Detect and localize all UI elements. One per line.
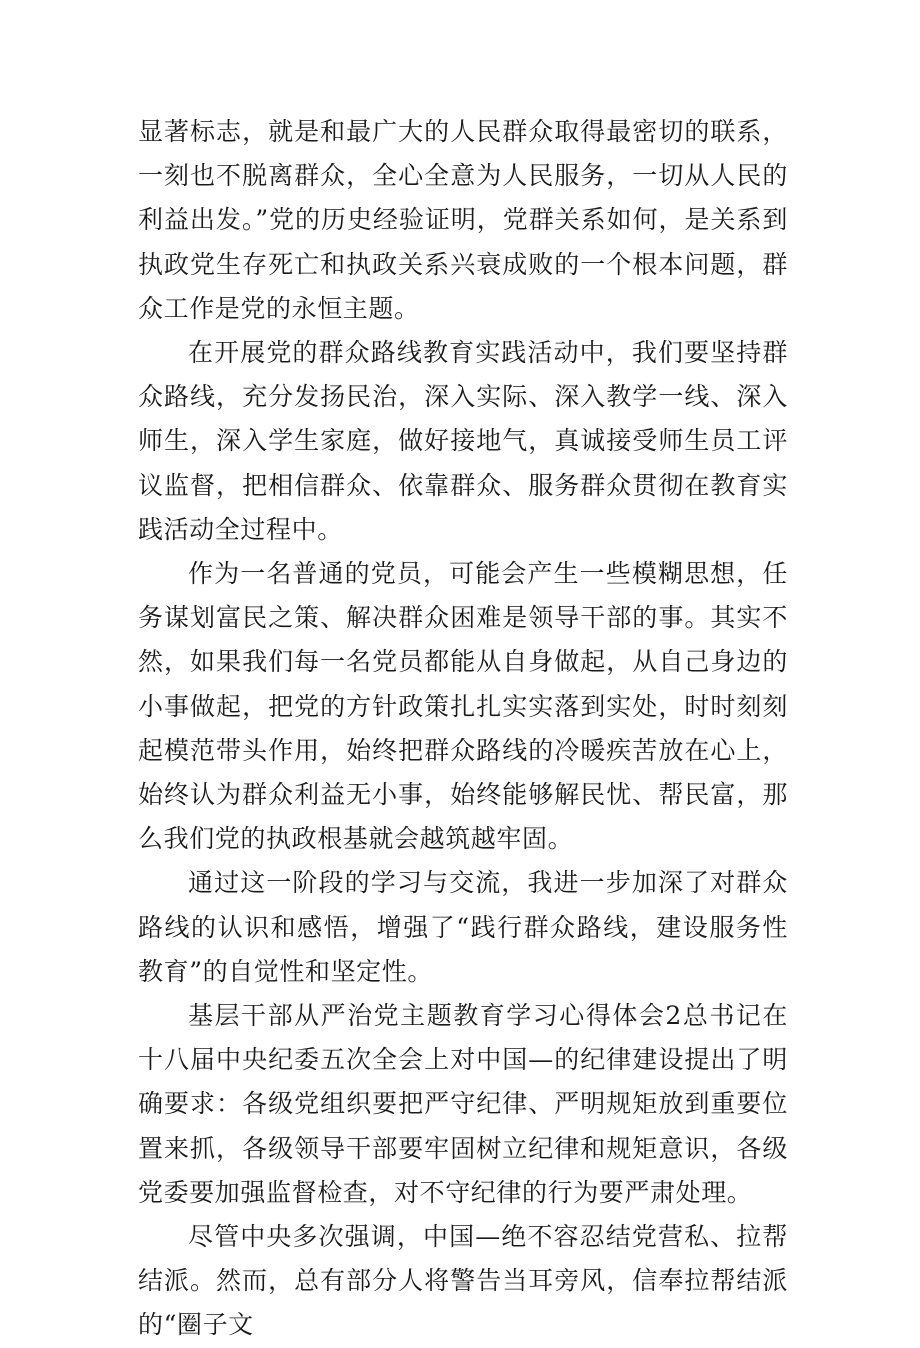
paragraph-1: 显著标志，就是和最广大的人民群众取得最密切的联系，一刻也不脱离群众，全心全意为人民服务，一切从人民的利益出发。”党的历史经验证明，党群关系如何，是关系到执政党生存死亡和执政关系兴衰成败的一个根本问题，群众工作是党的永恒主题。 [138,117,788,323]
paragraph-2: 在开展党的群众路线教育实践活动中，我们要坚持群众路线，充分发扬民治，深入实际、深入教学一线、深入师生，深入学生家庭，做好接地气，真诚接受师生员工评议监督，把相信群众、依靠群众、服务群众贯彻在教育实践活动全过程中。 [138,338,788,544]
paragraph-5: 基层干部从严治党主题教育学习心得体会2总书记在十八届中央纪委五次全会上对中国—的纪律建设提出了明确要求：各级党组织要把严守纪律、严明规矩放到重要位置来抓，各级领导干部要牢固树立纪律和规矩意识，各级党委要加强监督检查，对不守纪律的行为要严肃处理。 [138,1001,788,1207]
paragraph-3: 作为一名普通的党员，可能会产生一些模糊思想，任务谋划富民之策、解决群众困难是领导干部的事。其实不然，如果我们每一名党员都能从自身做起，从自己身边的小事做起，把党的方针政策扎扎实实落到实处，时时刻刻起模范带头作用，始终把群众路线的冷暖疾苦放在心上，始终认为群众利益无小事，始终能够解民忧、帮民富，那么我们党的执政根基就会越筑越牢固。 [138,559,788,854]
paragraph-6: 尽管中央多次强调，中国—绝不容忍结党营私、拉帮结派。然而，总有部分人将警告当耳旁风，信奉拉帮结派的“圈子文 [138,1222,788,1340]
paragraph-4: 通过这一阶段的学习与交流，我进一步加深了对群众路线的认识和感悟，增强了“践行群众路线，建设服务性教育”的自觉性和坚定性。 [138,868,788,986]
body-text [138,110,788,1348]
